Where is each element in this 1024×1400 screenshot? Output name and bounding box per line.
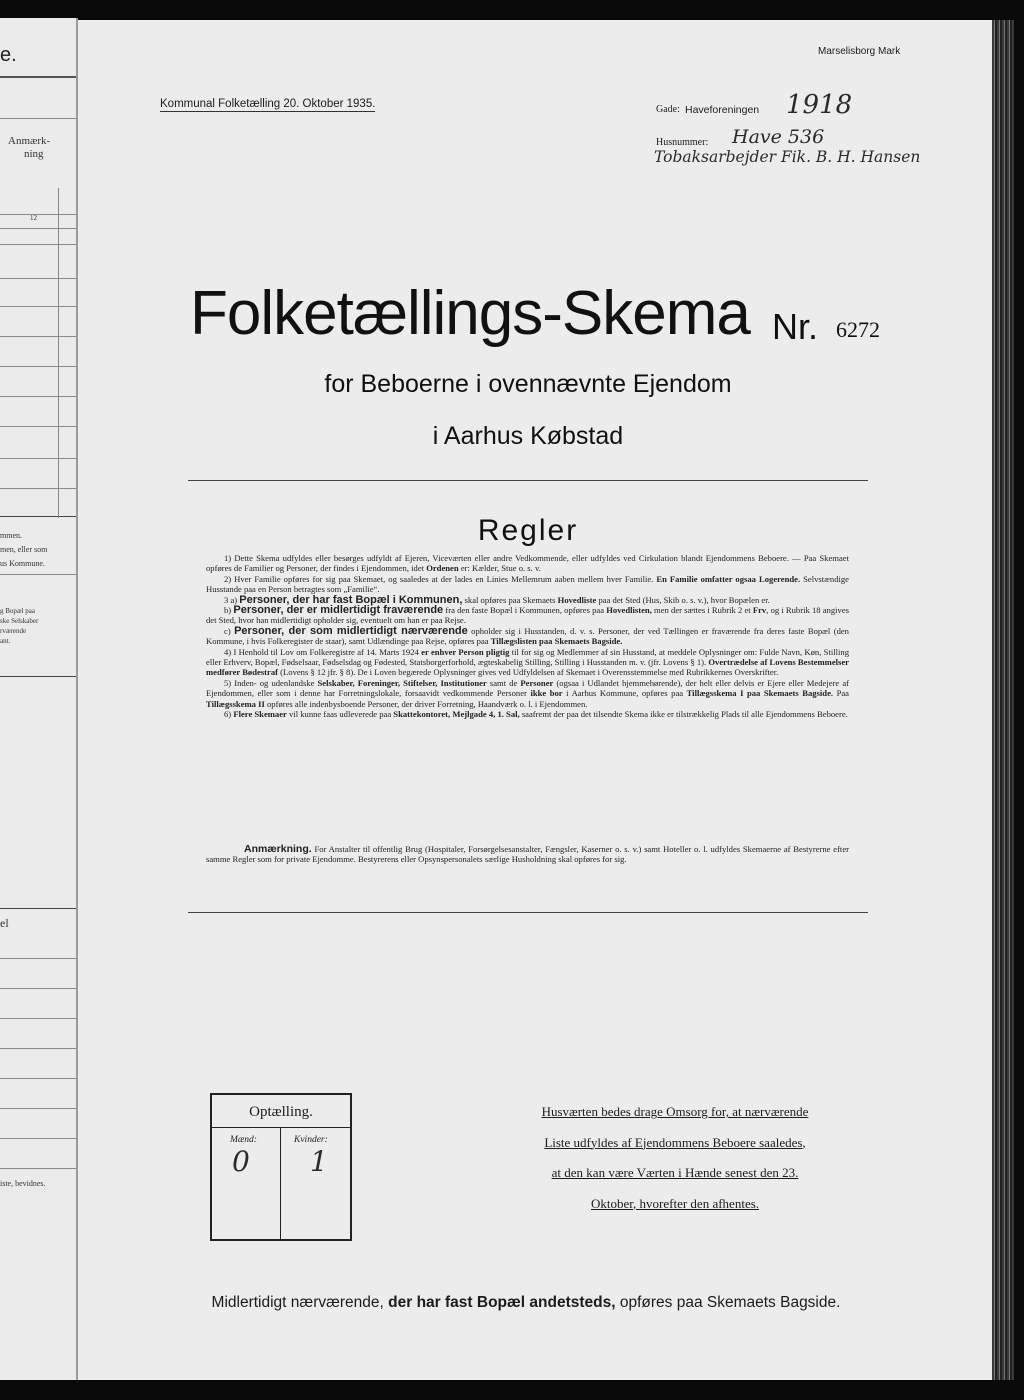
men-label: Mænd:: [230, 1135, 257, 1145]
left-page-fragment: men, eller som: [0, 545, 48, 554]
handwritten-occupation-name: Tobaksarbejder Fik. B. H. Hansen: [654, 148, 921, 166]
landlord-notice-line: Oktober, hvorefter den afhentes.: [590, 1195, 760, 1211]
rule-4: 4) I Henhold til Lov om Folkeregistre af 14. Marts 1924 er enhver Person pligtig til for sig og Medlemmer af sin Husstand, at meddele Oplysninger om: Fulde Navn, Køn, Stilling eller Erhverv, Bopæl, Fødselsaar, Fødselsdag og Fødested, Statsborgerforhold, ægteskabelig Stilling, Stilling i Husstanden m. v. (jfr. Lovens § 1). Overtrædelse af Lovens Bestemmelser medfører Bødestraf (Lovens § 12 jfr. § 8). De i Loven begærede Oplysninger gives ved Udfyldelsen af Skemaet i Overensstemmelse med Rubrikkernes Overskrifter.: [206, 646, 849, 678]
rules-heading: Regler: [477, 514, 579, 547]
rule-3a: 3 a) Personer, der har fast Bopæl i Kommunen, skal opføres paa Skemaets Hovedliste paa det Sted (Hus, Skib o. s. v.), hvor Bopælen er.: [224, 593, 770, 606]
rule-3c: c) Personer, der som midlertidigt nærværende opholder sig i Husstanden, d. v. s. Personer, der ved Tællingen er fraværende fra deres faste Bopæl (den Kommune, i hvis Folkeregister de staar), samt Udlændinge paa Rejse, opføres paa Tillægslisten paa Skemaets Bagside.: [206, 624, 849, 647]
left-page-fragment: g Bopæl paa: [0, 607, 35, 615]
form-title-main: Folketællings-Skema: [190, 279, 750, 348]
rule-5: 5) Inden- og udenlandske Selskaber, Foreninger, Stiftelser, Institutioner samt de Personer (ogsaa i Udlandet hjemmehørende), der helt eller delvis er Ejere eller Medejere af Ejendommen, eller som i denne har Forretningslokale, forsaavidt vedkommende Personer ikke bor i Aarhus Kommune, opføres paa Tillægsskema I paa Skemaets Bagside. Paa Tillægsskema II opføres alle indenbysboende Personer, der driver Forretning, Haandværk o. l. i Ejendommen.: [206, 677, 849, 709]
remark-text: For Anstalter til offentlig Brug (Hospitaler, Forsørgelsesanstalter, Fængsler, Kaserner o. s. v.) samt Hoteller o. l. udfyldes Skemaerne af Bestyrerne efter samme Regler som for private Ejendomme. Bestyrerens eller Opsynspersonalets særlige Husholdning skal opføres for sig.: [206, 844, 850, 865]
left-page-fragment: iste, bevidnes.: [0, 1179, 46, 1188]
house-number-handwritten: Have 536: [732, 126, 825, 148]
rules-text: [206, 553, 849, 720]
landlord-notice-line: Husværten bedes drage Omsorg for, at nærværende: [541, 1104, 809, 1119]
left-page-fragment: el: [0, 916, 9, 930]
rule-6: 6) Flere Skemaer vil kunne faas udleverede paa Skattekontoret, Mejlgade 4, 1. Sal, saafremt der paa det tilsendte Skema ikke er tilstrækkelig Plads til alle Ejendommens Beboere.: [224, 709, 848, 720]
street-value: Haveforeningen: [685, 104, 760, 116]
district-label: Marselisborg Mark: [818, 46, 901, 57]
women-count-handwritten: 1: [310, 1145, 328, 1178]
left-page-column-header: Anmærk-: [8, 135, 51, 147]
rule-3b: b) Personer, der er midlertidigt fraværende fra den faste Bopæl i Kommunen, opføres paa Hovedlisten, men der sættes i Rubrik 2 et Frv, og i Rubrik 18 angives det Sted, hvor han midlertidigt opholder sig, eventuelt om han er paa Rejse.: [206, 604, 849, 626]
landlord-notice-line: at den kan være Værten i Hænde senest den 23.: [551, 1165, 799, 1181]
men-count-handwritten: 0: [232, 1145, 250, 1178]
left-page-fragment: rværende: [0, 627, 27, 635]
left-page-header-fragment: e.: [0, 44, 17, 66]
count-box-title: Optælling.: [212, 1095, 350, 1128]
divider: [188, 912, 868, 913]
form-number-value: 6272: [836, 317, 880, 342]
form-subtitle-city: i Aarhus Købstad: [432, 422, 624, 450]
form-subtitle: for Beboerne i ovennævnte Ejendom: [324, 370, 732, 398]
rule-1: 1) Dette Skema udfyldes eller besørges udfyldt af Ejeren, Viceværten eller andre Vedkommende, eller udfyldes ved Cirkulation blandt Ejendommens Beboere. — Paa Skemaet opføres de Familier og Personer, der findes i Ejendommen, idet Ordenen er: Kælder, Stue o. s. v.: [206, 553, 849, 574]
remark-label: Anmærkning.: [244, 843, 312, 855]
previous-page-strip: [0, 18, 78, 1380]
footer-part: opføres paa Skemaets Bagside.: [619, 1294, 841, 1311]
landlord-notice-line: Liste udfyldes af Ejendommens Beboere saaledes,: [544, 1134, 806, 1150]
footer-notice: [176, 1294, 876, 1312]
left-page-fragment: ske Selskaber: [0, 617, 39, 625]
book-page-edges: [992, 20, 1014, 1380]
rule-2: 2) Hver Familie opføres for sig paa Skemaet, og saaledes at der lades en Linies Mellemrum aaben mellem hver Familie. En Familie omfatter ogsaa Logerende. Selvstændige Husstande paa en Person betragtes som „Familie“.: [206, 573, 849, 595]
count-box-divider: [280, 1127, 281, 1239]
form-number-label: Nr.: [772, 306, 819, 347]
census-line: Kommunal Folketælling 20. Oktober 1935.: [160, 98, 376, 110]
remark-paragraph: [206, 844, 849, 865]
left-page-column-header-2: ning: [24, 148, 44, 160]
street-handwritten-number: 1918: [786, 90, 853, 120]
left-page-fragment: mmen.: [0, 531, 22, 540]
left-page-fragment: us Kommune.: [0, 559, 45, 568]
divider: [188, 480, 868, 481]
footer-part-bold: der har fast Bopæl andetsteds,: [388, 1294, 616, 1311]
women-label: Kvinder:: [294, 1135, 328, 1145]
count-box: [210, 1093, 352, 1241]
left-page-column-number: 12: [30, 214, 37, 222]
left-page-fragment: ant.: [0, 637, 11, 645]
house-number-label: Husnummer:: [656, 137, 709, 148]
street-label: Gade:: [656, 104, 680, 115]
landlord-notice: [505, 1097, 845, 1219]
footer-part: Midlertidigt nærværende,: [211, 1294, 384, 1311]
form-title: [190, 278, 750, 349]
